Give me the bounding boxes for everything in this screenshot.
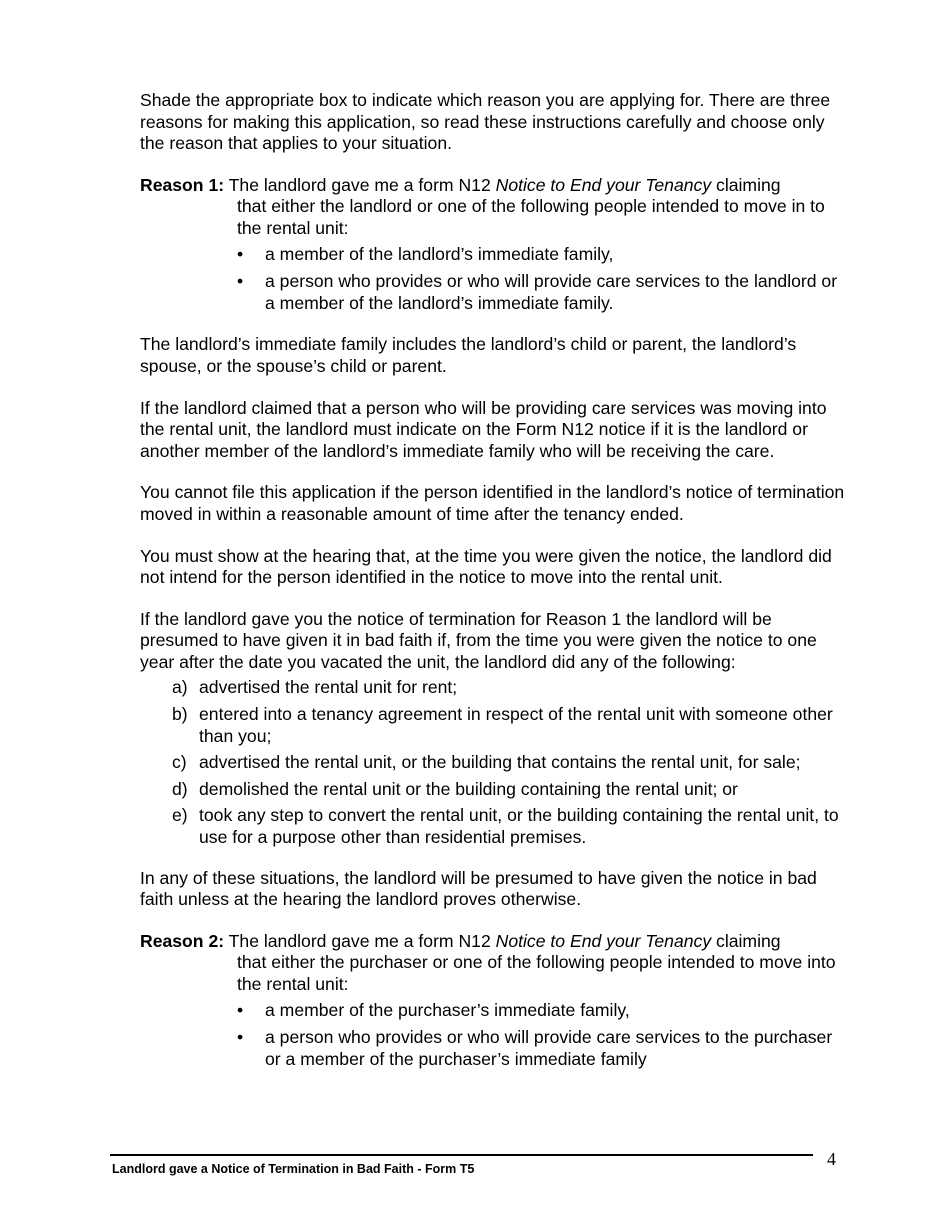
bullet-item [237, 1027, 845, 1070]
list-item-label: d) [172, 778, 188, 799]
list-item-text: advertised the rental unit for rent; [199, 677, 458, 698]
reason-2-heading [140, 931, 845, 953]
reason-2-label: Reason 2: [140, 930, 225, 951]
bullet-glyph: • [237, 999, 244, 1020]
bullet-item [237, 1000, 845, 1022]
list-item-label: a) [172, 677, 188, 698]
list-item-label: c) [172, 752, 187, 773]
bullet-text: a person who provides or who will provide care services to the purchaser or a member of the purchaser’s immediate family [265, 1027, 833, 1069]
list-item [172, 779, 845, 801]
bad-faith-list [140, 677, 845, 848]
presumption-situations-paragraph: In any of these situations, the landlord will be presumed to have given the notice in bad faith unless at the hearing the landlord proves otherwise. [140, 867, 817, 910]
reason-1-label: Reason 1: [140, 174, 225, 195]
page-number: 4 [827, 1149, 836, 1169]
cannot-file-paragraph: You cannot file this application if the person identified in the landlord’s notice of termination moved in within a reasonable amount of time after the tenancy ended. [140, 482, 845, 524]
list-item-text: advertised the rental unit, or the building that contains the rental unit, for sale; [199, 752, 801, 773]
reason-1-section [140, 175, 845, 315]
bullet-glyph: • [237, 271, 244, 292]
list-item-text: demolished the rental unit or the building containing the rental unit; or [199, 778, 738, 799]
bullet-text: a member of the landlord’s immediate family, [265, 243, 614, 264]
bullet-text: a person who provides or who will provide care services to the landlord or a member of the landlord’s immediate family. [265, 271, 838, 313]
reason-1-text-b: claiming [711, 174, 781, 195]
list-item-label: b) [172, 704, 188, 725]
reason-1-text-a: The landlord gave me a form N12 [224, 174, 496, 195]
reason-2-form-title: Notice to End your Tenancy [495, 930, 712, 951]
list-item [172, 752, 845, 774]
bad-faith-presumption-paragraph: If the landlord gave you the notice of termination for Reason 1 the landlord will be presumed to have given it in bad faith if, from the time you were given the notice to one year after the date you vacated the unit, the landlord did any of the following: [140, 608, 817, 672]
list-item-text: took any step to convert the rental unit, or the building containing the rental unit, to use for a purpose other than residential premises. [199, 805, 839, 848]
bullet-item [237, 244, 845, 266]
bullet-text: a member of the purchaser’s immediate family, [265, 999, 630, 1020]
list-item-text: entered into a tenancy agreement in respect of the rental unit with someone other than you; [199, 704, 833, 746]
list-item [172, 704, 845, 747]
reason-1-form-title: Notice to End your Tenancy [495, 174, 712, 195]
reason-2-section [140, 931, 845, 1071]
care-services-paragraph: If the landlord claimed that a person who will be providing care services was moving into the rental unit, the landlord must indicate on the Form N12 notice if it is the landlord or another member of the landlord’s immediate family who will be receiving the care. [140, 397, 827, 461]
bullet-item [237, 271, 845, 314]
reason-2-continuation: that either the purchaser or one of the following people intended to move into the rental unit: [237, 952, 836, 994]
reason-1-heading [140, 175, 845, 197]
list-item-label: e) [172, 805, 188, 826]
reason-2-text-a: The landlord gave me a form N12 [224, 930, 496, 951]
reason-2-bullet-list [140, 1000, 845, 1071]
page-body [140, 90, 845, 1076]
hearing-burden-paragraph: You must show at the hearing that, at the time you were given the notice, the landlord did not intend for the person identified in the notice to move into the rental unit. [140, 545, 832, 588]
list-item [172, 677, 845, 699]
family-definition-paragraph: The landlord’s immediate family includes the landlord’s child or parent, the landlord’s spouse, or the spouse’s child or parent. [140, 334, 797, 376]
footer-divider [110, 1154, 813, 1156]
reason-1-continuation: that either the landlord or one of the following people intended to move in to the rental unit: [237, 196, 825, 238]
list-item [172, 805, 845, 848]
reason-2-text-b: claiming [711, 930, 781, 951]
footer-form-title: Landlord gave a Notice of Termination in Bad Faith - Form T5 [112, 1162, 475, 1176]
reason-1-bullet-list [140, 244, 845, 315]
intro-paragraph: Shade the appropriate box to indicate which reason you are applying for. There are three reasons for making this application, so read these instructions carefully and choose only the reason that applies to your situation. [140, 90, 831, 154]
bullet-glyph: • [237, 1027, 244, 1048]
bullet-glyph: • [237, 243, 244, 264]
